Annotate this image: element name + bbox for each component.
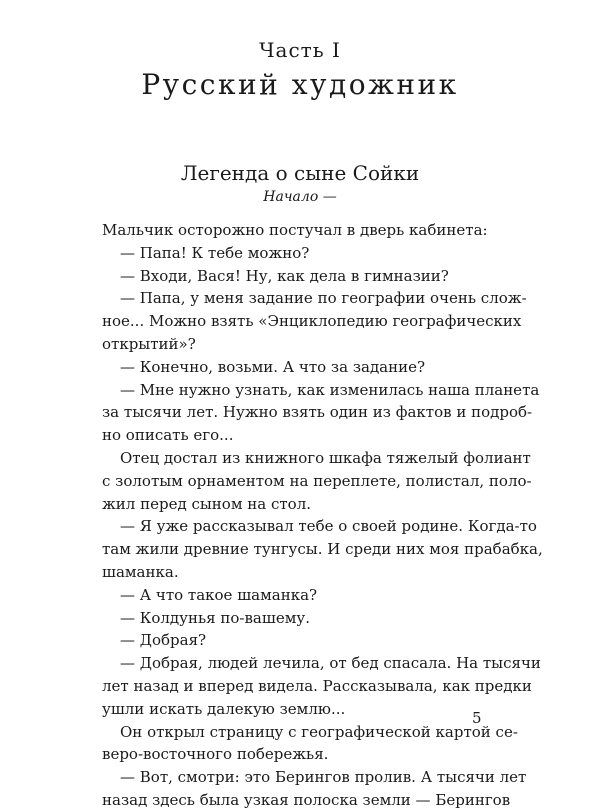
body-text xyxy=(102,219,543,812)
text-line: — Вот, смотри: это Берингов пролив. А тысячи лет xyxy=(120,768,527,787)
text-line: Мальчик осторожно постучал в дверь кабинета: xyxy=(102,221,488,239)
chapter-subtitle: Начало — xyxy=(263,189,337,205)
part-label: Часть I xyxy=(259,38,341,62)
text-line: — Добрая? xyxy=(120,631,207,650)
page-number: 5 xyxy=(472,709,482,727)
text-line: назад здесь была узкая полоска земли — Берингов xyxy=(102,790,511,809)
text-line: за тысячи лет. Нужно взять один из фактов и подроб- xyxy=(102,403,533,422)
text-line: шаманка. xyxy=(102,562,179,581)
text-line: Он открыл страницу с географической картой се- xyxy=(120,722,518,741)
text-line: Отец достал из книжного шкафа тяжелый фолиант xyxy=(120,448,531,467)
text-line: жил перед сыном на стол. xyxy=(102,494,311,513)
text-line: веро-восточного побережья. xyxy=(102,745,329,764)
text-line: там жили древние тунгусы. И среди них моя прабабка, xyxy=(102,540,543,559)
chapter-title: Легенда о сыне Сойки xyxy=(180,161,420,185)
text-line: — Папа, у меня задание по географии очень слож- xyxy=(120,289,527,308)
text-line: ушли искать далекую землю... xyxy=(102,699,346,718)
text-line: — Входи, Вася! Ну, как дела в гимназии? xyxy=(120,266,449,285)
text-line: но описать его... xyxy=(102,426,234,445)
part-title: Русский художник xyxy=(141,68,459,101)
text-line: — Я уже рассказывал тебе о своей родине. Когда-то xyxy=(120,517,537,536)
text-line: открытий»? xyxy=(102,334,196,353)
text-line: лет назад и вперед видела. Рассказывала, как предки xyxy=(102,676,532,695)
text-line: с золотым орнаментом на переплете, полистал, поло- xyxy=(102,471,532,490)
text-line: — Добрая, людей лечила, от бед спасала. На тысячи xyxy=(120,654,541,673)
text-line: — Мне нужно узнать, как изменилась наша планета xyxy=(120,380,540,399)
text-line: — Конечно, возьми. А что за задание? xyxy=(120,357,426,376)
text-line: — А что такое шаманка? xyxy=(120,585,318,604)
text-line: — Колдунья по-вашему. xyxy=(120,608,310,627)
text-line: — Папа! К тебе можно? xyxy=(120,243,310,262)
text-line: ное... Можно взять «Энциклопедию географических xyxy=(102,312,522,331)
